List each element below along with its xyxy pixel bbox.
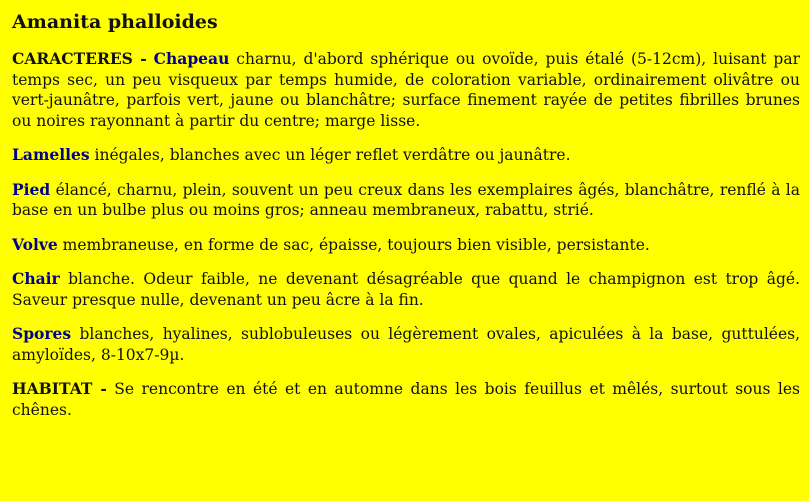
description-volve: membraneuse, en forme de sac, épaisse, toujours bien visible, persistante. (57, 235, 650, 254)
description-chair: blanche. Odeur faible, ne devenant désagréable que quand le champignon est trop âgé. Saveur presque nulle, devenant un peu âcre à la fin. (12, 270, 800, 309)
description-chapeau: charnu, d'abord sphérique ou ovoïde, puis étalé (5-12cm), luisant par temps sec, un peu visqueux par temps humide, de coloration variable, ordinairement olivâtre ou vert-jaunâtre, parfois vert, jaune ou blanchâtre; surface finement rayée de petites fibrilles brunes ou noires rayonnant à partir du centre; marge lisse. (12, 50, 800, 130)
term-lamelles: Lamelles (12, 145, 90, 164)
paragraph-chair (12, 269, 800, 310)
section-label-caracteres: CARACTERES - (12, 49, 147, 68)
section-label-habitat: HABITAT - (12, 379, 107, 398)
term-chair: Chair (12, 269, 60, 288)
paragraph-pied (12, 180, 800, 221)
term-volve: Volve (12, 234, 58, 254)
description-pied: élancé, charnu, plein, souvent un peu creux dans les exemplaires âgés, blanchâtre, renflé à la base en un bulbe plus ou moins gros; anneau membraneux, rabattu, strié. (12, 180, 800, 219)
paragraph-habitat (12, 379, 800, 420)
description-habitat: Se rencontre en été et en automne dans les bois feuillus et mêlés, surtout sous les chênes. (12, 380, 800, 419)
term-chapeau: Chapeau (153, 49, 230, 68)
description-lamelles: inégales, blanches avec un léger reflet verdâtre ou jaunâtre. (89, 146, 571, 164)
paragraph-volve (12, 235, 800, 256)
term-pied: Pied (12, 179, 51, 199)
description-spores: blanches, hyalines, sublobuleuses ou légèrement ovales, apiculées à la base, guttulées, amyloïdes, 8-10x7-9µ. (12, 325, 800, 364)
page-title: Amanita phalloides (12, 11, 218, 33)
paragraph-spores (12, 324, 800, 365)
paragraph-lamelles (12, 145, 800, 166)
term-spores: Spores (12, 324, 72, 343)
paragraph-chapeau (12, 49, 800, 131)
